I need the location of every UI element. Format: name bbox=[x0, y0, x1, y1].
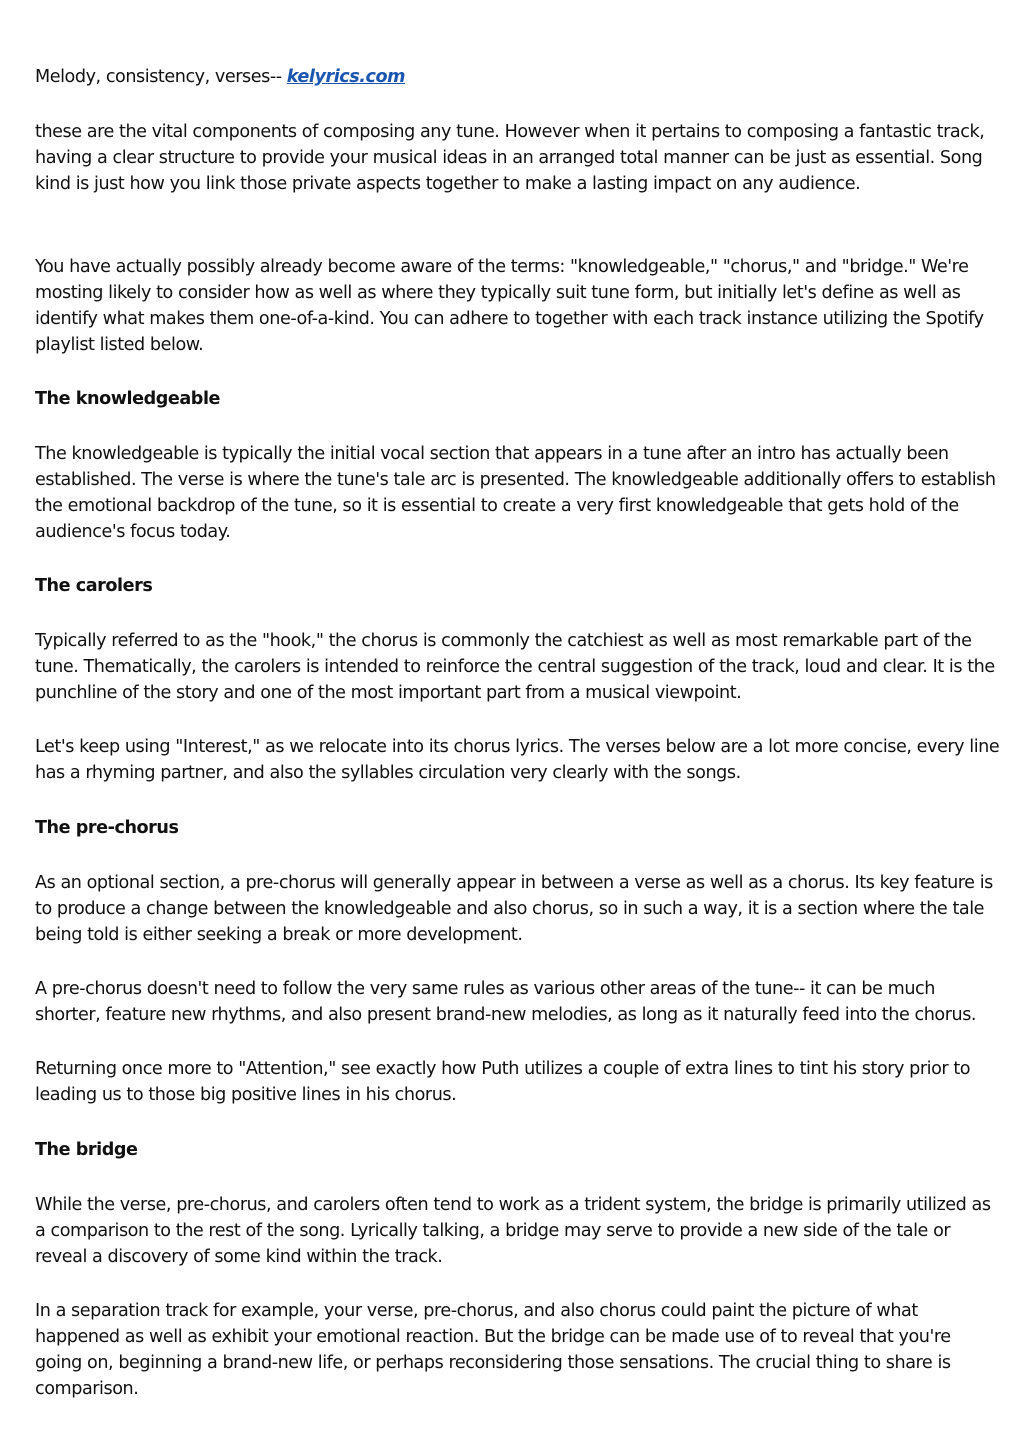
paragraph-line: being told is either seeking a break or more development. bbox=[35, 925, 523, 945]
paragraph-6 bbox=[35, 870, 993, 948]
paragraph-2 bbox=[35, 254, 990, 358]
paragraph-line: established. The verse is where the tune's tale arc is presented. The knowledgeable additionally offers to establish bbox=[35, 470, 996, 490]
paragraph-line: shorter, feature new rhythms, and also present brand-new melodies, as long as it naturally feed into the chorus. bbox=[35, 1005, 977, 1025]
paragraph-line: audience's focus today. bbox=[35, 522, 231, 542]
paragraph-4 bbox=[35, 628, 995, 706]
paragraph-line: has a rhyming partner, and also the syllables circulation very clearly with the songs. bbox=[35, 763, 741, 783]
paragraph-5 bbox=[35, 734, 1000, 786]
kelyrics-link[interactable]: kelyrics.com bbox=[286, 67, 406, 87]
paragraph-1 bbox=[35, 119, 990, 197]
paragraph-line: While the verse, pre-chorus, and carolers often tend to work as a trident system, the bridge is primarily utilized as bbox=[35, 1195, 991, 1215]
paragraph-line: Returning once more to "Attention," see exactly how Puth utilizes a couple of extra lines to tint his story prior to bbox=[35, 1059, 971, 1079]
paragraph-9 bbox=[35, 1192, 990, 1270]
paragraph-line: punchline of the story and one of the most important part from a musical viewpoint. bbox=[35, 683, 742, 703]
paragraph-line: to produce a change between the knowledgeable and also chorus, so in such a way, it is a section where the tale bbox=[35, 899, 985, 919]
paragraph-line: happened as well as exhibit your emotional reaction. But the bridge can be made use of to reveal that you're bbox=[35, 1327, 951, 1347]
paragraph-line: tune. Thematically, the carolers is intended to reinforce the central suggestion of the track, loud and clear. It is the bbox=[35, 657, 995, 677]
section-heading-bridge: The bridge bbox=[35, 1140, 138, 1160]
intro-line bbox=[35, 64, 990, 90]
paragraph-7 bbox=[35, 976, 990, 1028]
paragraph-line: mosting likely to consider how as well as where they typically suit tune form, but initially let's define as well as bbox=[35, 283, 961, 303]
paragraph-line: these are the vital components of composing any tune. However when it pertains to composing a fantastic track, bbox=[35, 122, 985, 142]
paragraph-line: identify what makes them one-of-a-kind. You can adhere to together with each track instance utilizing the Spotify bbox=[35, 309, 984, 329]
paragraph-line: As an optional section, a pre-chorus will generally appear in between a verse as well as a chorus. Its key feature is bbox=[35, 873, 993, 893]
paragraph-line: You have actually possibly already become aware of the terms: "knowledgeable," "chorus," and "bridge." We're bbox=[35, 257, 969, 277]
section-heading-knowledgeable: The knowledgeable bbox=[35, 389, 221, 409]
paragraph-line: playlist listed below. bbox=[35, 335, 204, 355]
paragraph-line: having a clear structure to provide your musical ideas in an arranged total manner can be just as essential. Song bbox=[35, 148, 983, 168]
paragraph-line: The knowledgeable is typically the initial vocal section that appears in a tune after an intro has actually been bbox=[35, 444, 949, 464]
paragraph-line: kind is just how you link those private aspects together to make a lasting impact on any audience. bbox=[35, 174, 861, 194]
paragraph-line: a comparison to the rest of the song. Lyrically talking, a bridge may serve to provide a new side of the tale or bbox=[35, 1221, 951, 1241]
paragraph-8 bbox=[35, 1056, 990, 1108]
section-heading-pre-chorus: The pre-chorus bbox=[35, 818, 179, 838]
paragraph-line: comparison. bbox=[35, 1379, 139, 1399]
paragraph-line: going on, beginning a brand-new life, or perhaps reconsidering those sensations. The crucial thing to share is bbox=[35, 1353, 951, 1373]
intro-lead-text: Melody, consistency, verses-- bbox=[35, 67, 287, 87]
paragraph-line: A pre-chorus doesn't need to follow the very same rules as various other areas of the tune-- it can be much bbox=[35, 979, 935, 999]
paragraph-line: reveal a discovery of some kind within the track. bbox=[35, 1247, 443, 1267]
section-heading-carolers: The carolers bbox=[35, 576, 153, 596]
paragraph-line: the emotional backdrop of the tune, so it is essential to create a very first knowledgeable that gets hold of the bbox=[35, 496, 959, 516]
paragraph-line: Let's keep using "Interest," as we relocate into its chorus lyrics. The verses below are a lot more concise, every line bbox=[35, 737, 1000, 757]
paragraph-line: leading us to those big positive lines in his chorus. bbox=[35, 1085, 457, 1105]
paragraph-10 bbox=[35, 1298, 990, 1402]
paragraph-line: In a separation track for example, your verse, pre-chorus, and also chorus could paint the picture of what bbox=[35, 1301, 918, 1321]
paragraph-3 bbox=[35, 441, 996, 545]
paragraph-line: Typically referred to as the "hook," the chorus is commonly the catchiest as well as most remarkable part of the bbox=[35, 631, 972, 651]
